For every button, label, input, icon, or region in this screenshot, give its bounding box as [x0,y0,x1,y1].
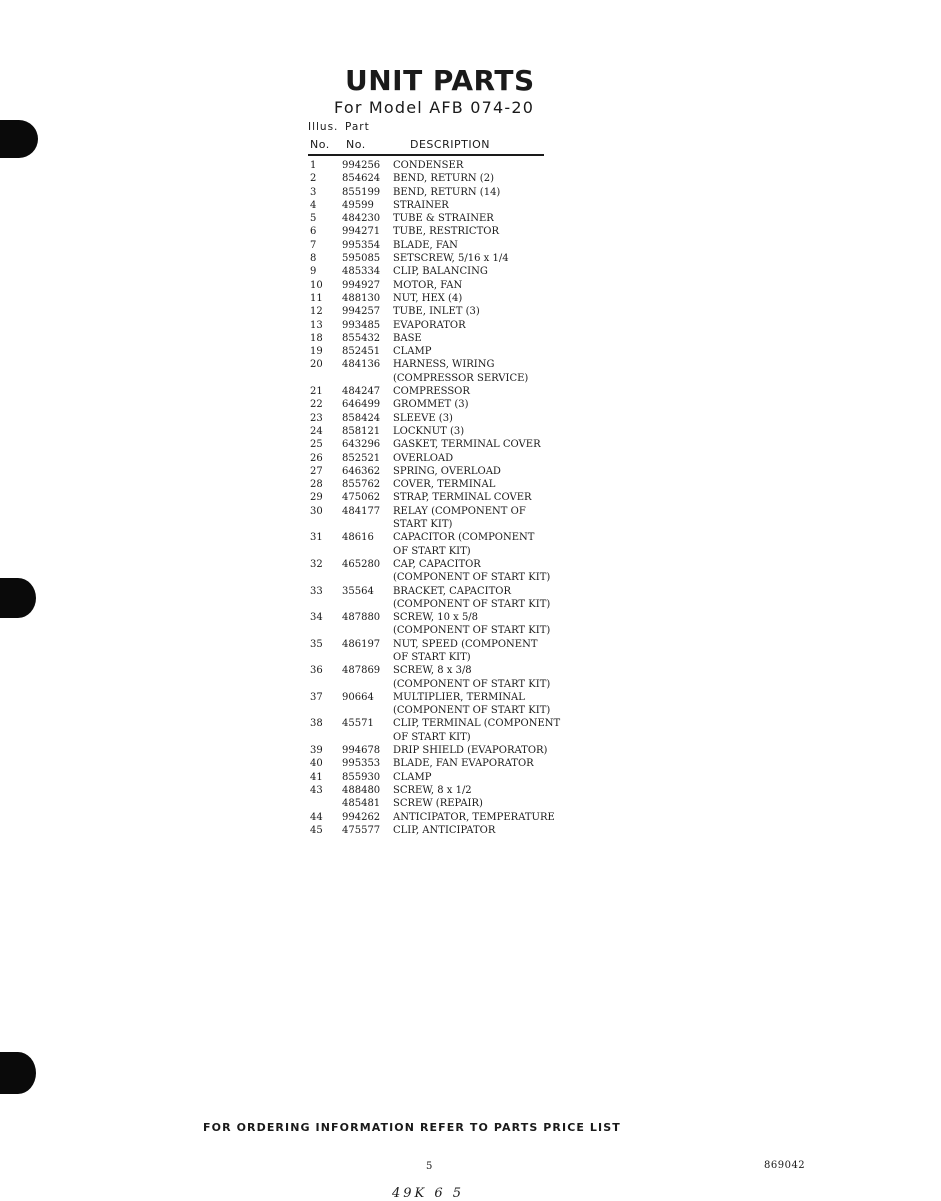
parts-row [310,824,570,837]
part-number: 486197 [342,638,381,650]
description-line: BEND, RETURN (14) [393,186,501,198]
description-continuation: OF START KIT) [393,651,471,663]
part-number: 995353 [342,758,381,770]
part-description [393,797,570,810]
part-description [393,478,570,491]
illus-number: 10 [310,279,323,291]
part-description [393,811,570,824]
part-number: 484247 [342,386,381,398]
parts-row [310,425,570,438]
parts-row [310,558,570,585]
part-description [393,438,570,451]
parts-row [310,319,570,332]
description-line: STRAINER [393,199,449,211]
part-number: 475062 [342,492,381,504]
description-continuation: (COMPONENT OF START KIT) [393,705,551,717]
illus-number: 27 [310,465,323,477]
part-number: 994262 [342,811,381,823]
description-line: BEND, RETURN (2) [393,173,494,185]
part-number: 995354 [342,239,381,251]
part-number: 484230 [342,213,381,225]
parts-row [310,784,570,797]
parts-row [310,452,570,465]
part-description [393,305,570,318]
part-number: 994256 [342,160,381,171]
part-number: 855199 [342,186,381,198]
illus-number: 6 [310,226,317,238]
part-number: 485334 [342,266,381,278]
part-description [393,332,570,345]
illus-number: 19 [310,346,323,358]
part-number: 858424 [342,412,381,424]
illus-number: 5 [310,213,317,225]
illus-number: 25 [310,439,323,451]
parts-row [310,585,570,612]
part-description [393,345,570,358]
part-number: 487869 [342,665,381,677]
part-description [393,585,570,612]
description-line: EVAPORATOR [393,319,466,331]
part-number: 646362 [342,465,381,477]
description-continuation: (COMPRESSOR SERVICE) [393,372,529,384]
illus-number: 3 [310,186,317,198]
description-line: CLAMP [393,346,432,358]
punch-hole-bottom [0,1052,36,1094]
parts-row [310,491,570,504]
header-rule [308,154,544,156]
part-number: 855432 [342,332,381,344]
illus-number [310,797,342,810]
part-number: 994927 [342,279,381,291]
description-continuation: (COMPONENT OF START KIT) [393,678,551,690]
parts-row [310,172,570,185]
description-continuation: (COMPONENT OF START KIT) [393,625,551,637]
description-line: STRAP, TERMINAL COVER [393,492,532,504]
part-description [393,412,570,425]
description-line: ANTICIPATOR, TEMPERATURE [393,811,555,823]
illus-number: 13 [310,319,323,331]
part-number: 855930 [342,771,381,783]
illus-number: 44 [310,811,323,823]
description-line: CAP, CAPACITOR [393,558,481,570]
illus-number: 11 [310,292,323,304]
description-continuation: OF START KIT) [393,731,471,743]
part-description [393,784,570,797]
page-number: 5 [426,1161,433,1172]
part-description [393,465,570,478]
part-description [393,638,570,665]
model-subtitle: For Model AFB 074-20 [334,98,535,117]
description-line: NUT, HEX (4) [393,292,463,304]
parts-row [310,771,570,784]
description-line: BRACKET, CAPACITOR [393,585,511,597]
illus-number: 9 [310,266,317,278]
description-line: COMPRESSOR [393,386,470,398]
parts-row [310,811,570,824]
part-description [393,159,570,172]
parts-row [310,744,570,757]
part-description [393,398,570,411]
illus-number: 8 [310,253,317,265]
part-description [393,425,570,438]
part-description [393,452,570,465]
parts-row [310,638,570,665]
description-line: SETSCREW, 5/16 x 1/4 [393,253,509,265]
part-number: 855762 [342,479,381,491]
part-number: 49599 [342,199,374,211]
part-description [393,611,570,638]
parts-row [310,757,570,770]
part-description [393,225,570,238]
description-line: LOCKNUT (3) [393,425,465,437]
illus-number: 20 [310,359,323,371]
description-line: CAPACITOR (COMPONENT [393,532,535,544]
header-illus-no: No. [310,138,330,151]
part-description [393,292,570,305]
parts-row [310,505,570,532]
illus-number: 35 [310,638,323,650]
illus-number: 39 [310,745,323,757]
part-description [393,172,570,185]
part-number: 994271 [342,226,381,238]
illus-number: 40 [310,758,323,770]
illus-number: 45 [310,824,323,836]
header-description: DESCRIPTION [410,138,490,151]
part-description [393,491,570,504]
parts-row [310,305,570,318]
parts-row [310,292,570,305]
description-line: CLIP, BALANCING [393,266,488,278]
illus-number: 30 [310,505,323,517]
parts-row [310,797,570,810]
part-description [393,239,570,252]
description-line: CLIP, TERMINAL (COMPONENT [393,718,561,730]
description-line: SCREW, 8 x 3/8 [393,665,472,677]
document-number: 869042 [764,1160,806,1171]
description-continuation: (COMPONENT OF START KIT) [393,572,551,584]
part-description [393,265,570,278]
parts-row [310,398,570,411]
part-description [393,531,570,558]
description-line: TUBE, RESTRICTOR [393,226,499,238]
header-illus: Illus. [308,121,339,133]
parts-row [310,664,570,691]
part-description [393,691,570,718]
parts-row [310,225,570,238]
parts-row [310,385,570,398]
illus-number: 28 [310,479,323,491]
part-number: 854624 [342,173,381,185]
description-line: TUBE, INLET (3) [393,306,480,318]
description-line: NUT, SPEED (COMPONENT [393,638,538,650]
parts-list [310,159,570,837]
part-description [393,717,570,744]
parts-row [310,478,570,491]
parts-row [310,465,570,478]
illus-number: 22 [310,399,323,411]
punch-hole-top [0,120,38,158]
illus-number: 2 [310,173,317,185]
illus-number: 33 [310,585,323,597]
illus-number: 12 [310,306,323,318]
header-part-no: No. [346,138,366,151]
part-description [393,358,570,385]
part-description [393,824,570,837]
part-number: 646499 [342,399,381,411]
description-line: SPRING, OVERLOAD [393,465,501,477]
illus-number: 18 [310,332,323,344]
description-line: CLAMP [393,771,432,783]
illus-number: 34 [310,612,323,624]
part-number: 858121 [342,425,381,437]
description-line: MULTIPLIER, TERMINAL [393,691,525,703]
parts-row [310,531,570,558]
description-line: SCREW, 8 x 1/2 [393,784,472,796]
illus-number: 41 [310,771,323,783]
illus-number: 43 [310,784,323,796]
part-number: 643296 [342,439,381,451]
illus-number: 31 [310,532,323,544]
parts-row [310,438,570,451]
illus-number: 4 [310,199,317,211]
handwritten-note: 49K 6 5 [392,1186,465,1201]
parts-row [310,611,570,638]
illus-number: 7 [310,239,317,251]
part-description [393,199,570,212]
illus-number: 37 [310,691,323,703]
part-number: 485481 [342,798,381,810]
description-line: BASE [393,332,422,344]
part-number: 488480 [342,784,381,796]
description-line: RELAY (COMPONENT OF [393,505,526,517]
parts-row [310,332,570,345]
description-line: CLIP, ANTICIPATOR [393,824,496,836]
part-number: 48616 [342,532,374,544]
parts-row [310,186,570,199]
part-description [393,186,570,199]
part-description [393,664,570,691]
part-number: 852451 [342,346,381,358]
part-number: 595085 [342,253,381,265]
description-continuation: START KIT) [393,519,453,531]
illus-number: 1 [310,160,317,171]
part-description [393,252,570,265]
illus-number: 26 [310,452,323,464]
part-description [393,505,570,532]
description-line: SCREW, 10 x 5/8 [393,612,479,624]
description-line: HARNESS, WIRING [393,359,495,371]
parts-row [310,252,570,265]
part-number: 90664 [342,691,374,703]
header-part: Part [345,121,370,133]
part-description [393,744,570,757]
parts-row [310,265,570,278]
description-line: SLEEVE (3) [393,412,453,424]
description-line: BLADE, FAN EVAPORATOR [393,758,534,770]
description-line: GROMMET (3) [393,399,469,411]
description-line: MOTOR, FAN [393,279,463,291]
part-number: 994678 [342,745,381,757]
part-number: 45571 [342,718,374,730]
description-continuation: OF START KIT) [393,545,471,557]
parts-row [310,159,570,172]
part-number: 993485 [342,319,381,331]
part-number: 487880 [342,612,381,624]
illus-number: 36 [310,665,323,677]
ordering-footer: FOR ORDERING INFORMATION REFER TO PARTS PRICE LIST [203,1121,621,1134]
description-line: CONDENSER [393,160,464,171]
description-line: GASKET, TERMINAL COVER [393,439,541,451]
illus-number: 38 [310,718,323,730]
part-number: 35564 [342,585,374,597]
part-description [393,279,570,292]
part-description [393,771,570,784]
parts-row [310,691,570,718]
illus-number: 32 [310,558,323,570]
parts-row [310,199,570,212]
description-line: SCREW (REPAIR) [393,798,483,810]
description-line: BLADE, FAN [393,239,458,251]
part-number: 852521 [342,452,381,464]
part-number: 994257 [342,306,381,318]
description-continuation: (COMPONENT OF START KIT) [393,598,551,610]
illus-number: 23 [310,412,323,424]
part-description [393,319,570,332]
part-number: 484177 [342,505,381,517]
description-line: TUBE & STRAINER [393,213,494,225]
part-number: 465280 [342,558,381,570]
description-line: OVERLOAD [393,452,454,464]
part-number: 488130 [342,292,381,304]
description-line: COVER, TERMINAL [393,479,496,491]
parts-row [310,279,570,292]
part-number: 475577 [342,824,381,836]
parts-row [310,412,570,425]
part-description [393,212,570,225]
description-line: DRIP SHIELD (EVAPORATOR) [393,745,548,757]
parts-row [310,358,570,385]
parts-row [310,345,570,358]
page-title: UNIT PARTS [345,64,535,97]
parts-row [310,212,570,225]
illus-number: 24 [310,425,323,437]
part-description [393,558,570,585]
parts-row [310,717,570,744]
punch-hole-middle [0,578,36,618]
illus-number: 21 [310,386,323,398]
part-description [393,757,570,770]
part-description [393,385,570,398]
parts-row [310,239,570,252]
illus-number: 29 [310,492,323,504]
part-number: 484136 [342,359,381,371]
